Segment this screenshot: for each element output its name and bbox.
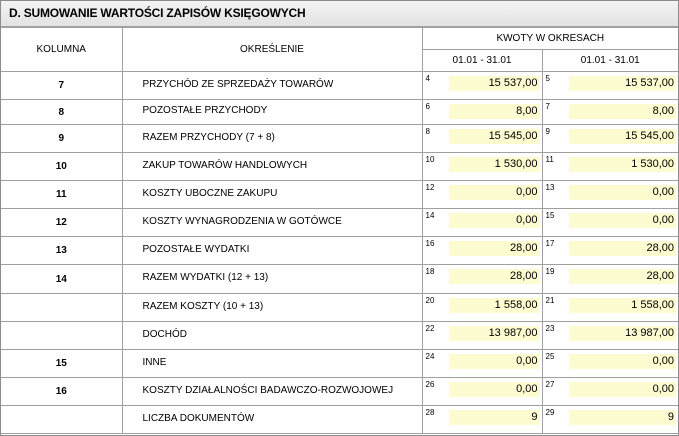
field-number: 18 — [425, 267, 435, 276]
column-header-kwoty: KWOTY W OKRESACH — [422, 28, 678, 50]
amount-field[interactable]: 0,00 — [569, 382, 677, 397]
value-cell-period-1 — [422, 100, 542, 125]
amount-field[interactable]: 0,00 — [449, 213, 540, 228]
value-cell-period-2 — [542, 209, 678, 237]
amount-field[interactable]: 8,00 — [569, 104, 677, 119]
row-column-number: 9 — [1, 125, 122, 153]
value-cell-period-1 — [422, 406, 542, 434]
amount-field[interactable]: 15 537,00 — [569, 76, 677, 91]
table-row — [1, 265, 678, 294]
period-header-2: 01.01 - 31.01 — [542, 50, 678, 72]
row-column-number — [1, 406, 122, 434]
field-number: 11 — [545, 155, 554, 164]
value-cell-period-1 — [422, 209, 542, 237]
table-row — [1, 100, 678, 125]
field-number: 16 — [425, 239, 435, 248]
value-cell-period-2 — [542, 406, 678, 434]
field-number: 28 — [425, 408, 435, 417]
row-column-number: 10 — [1, 153, 122, 181]
field-number: 25 — [545, 352, 555, 361]
amount-field[interactable]: 8,00 — [449, 104, 540, 119]
value-cell-period-1 — [422, 294, 542, 322]
amount-field[interactable]: 0,00 — [449, 382, 540, 397]
row-column-number: 13 — [1, 237, 122, 265]
field-number: 19 — [545, 267, 555, 276]
value-cell-period-1 — [422, 322, 542, 350]
period-header-1: 01.01 - 31.01 — [422, 50, 542, 72]
value-cell-period-1 — [422, 378, 542, 406]
value-cell-period-1 — [422, 125, 542, 153]
field-number: 10 — [425, 155, 435, 164]
field-number: 6 — [425, 102, 430, 111]
field-number: 29 — [545, 408, 555, 417]
field-number: 14 — [425, 211, 435, 220]
field-number: 26 — [425, 380, 435, 389]
amount-field[interactable]: 1 530,00 — [569, 157, 677, 172]
amount-field[interactable]: 13 987,00 — [569, 326, 677, 341]
value-cell-period-2 — [542, 294, 678, 322]
column-header-okreslenie: OKREŚLENIE — [122, 28, 422, 72]
field-number: 27 — [545, 380, 555, 389]
amount-field[interactable]: 28,00 — [569, 241, 677, 256]
amount-field[interactable]: 9 — [449, 410, 540, 425]
row-column-number: 11 — [1, 181, 122, 209]
amount-field[interactable]: 9 — [569, 410, 677, 425]
value-cell-period-2 — [542, 100, 678, 125]
field-number: 8 — [425, 127, 430, 136]
row-column-number: 8 — [1, 100, 122, 125]
field-number: 9 — [545, 127, 550, 136]
row-description: DOCHÓD — [122, 322, 422, 350]
amount-field[interactable]: 0,00 — [569, 213, 677, 228]
section-title: D. SUMOWANIE WARTOŚCI ZAPISÓW KSIĘGOWYCH — [9, 6, 306, 20]
table-row — [1, 72, 678, 100]
field-number: 17 — [545, 239, 555, 248]
table-row — [1, 209, 678, 237]
value-cell-period-2 — [542, 237, 678, 265]
summary-table — [1, 27, 678, 434]
value-cell-period-1 — [422, 153, 542, 181]
row-column-number — [1, 322, 122, 350]
amount-field[interactable]: 28,00 — [449, 269, 540, 284]
row-description: KOSZTY UBOCZNE ZAKUPU — [122, 181, 422, 209]
table-row — [1, 406, 678, 434]
amount-field[interactable]: 1 530,00 — [449, 157, 540, 172]
amount-field[interactable]: 15 537,00 — [449, 76, 540, 91]
row-description: RAZEM KOSZTY (10 + 13) — [122, 294, 422, 322]
value-cell-period-1 — [422, 265, 542, 294]
row-description: ZAKUP TOWARÓW HANDLOWYCH — [122, 153, 422, 181]
value-cell-period-1 — [422, 72, 542, 100]
row-column-number — [1, 294, 122, 322]
table-row — [1, 350, 678, 378]
value-cell-period-1 — [422, 181, 542, 209]
table-row — [1, 322, 678, 350]
row-description: PRZYCHÓD ZE SPRZEDAŻY TOWARÓW — [122, 72, 422, 100]
amount-field[interactable]: 15 545,00 — [449, 129, 540, 144]
table-row — [1, 378, 678, 406]
field-number: 15 — [545, 211, 555, 220]
field-number: 24 — [425, 352, 435, 361]
value-cell-period-2 — [542, 125, 678, 153]
row-description: KOSZTY DZIAŁALNOŚCI BADAWCZO-ROZWOJOWEJ — [122, 378, 422, 406]
column-header-kolumna: KOLUMNA — [1, 28, 122, 72]
row-description: POZOSTAŁE PRZYCHODY — [122, 100, 422, 125]
amount-field[interactable]: 0,00 — [449, 185, 540, 200]
value-cell-period-1 — [422, 350, 542, 378]
row-description: LICZBA DOKUMENTÓW — [122, 406, 422, 434]
row-description: RAZEM PRZYCHODY (7 + 8) — [122, 125, 422, 153]
row-column-number: 15 — [1, 350, 122, 378]
row-description: POZOSTAŁE WYDATKI — [122, 237, 422, 265]
field-number: 21 — [545, 296, 555, 305]
header-row-top — [1, 28, 678, 50]
table-row — [1, 153, 678, 181]
row-description: INNE — [122, 350, 422, 378]
row-description: KOSZTY WYNAGRODZENIA W GOTÓWCE — [122, 209, 422, 237]
field-number: 5 — [545, 74, 550, 83]
amount-field[interactable]: 0,00 — [569, 185, 677, 200]
value-cell-period-2 — [542, 322, 678, 350]
row-column-number: 12 — [1, 209, 122, 237]
row-column-number: 14 — [1, 265, 122, 294]
field-number: 20 — [425, 296, 435, 305]
table-row — [1, 125, 678, 153]
field-number: 23 — [545, 324, 555, 333]
section-title-bar — [1, 1, 678, 27]
amount-field[interactable]: 1 558,00 — [569, 298, 677, 313]
amount-field[interactable]: 1 558,00 — [449, 298, 540, 313]
value-cell-period-2 — [542, 265, 678, 294]
field-number: 22 — [425, 324, 435, 333]
value-cell-period-2 — [542, 181, 678, 209]
amount-field[interactable]: 15 545,00 — [569, 129, 677, 144]
amount-field[interactable]: 13 987,00 — [449, 326, 540, 341]
amount-field[interactable]: 28,00 — [569, 269, 677, 284]
value-cell-period-1 — [422, 237, 542, 265]
table-row — [1, 237, 678, 265]
value-cell-period-2 — [542, 378, 678, 406]
value-cell-period-2 — [542, 72, 678, 100]
field-number: 7 — [545, 102, 550, 111]
table-row — [1, 294, 678, 322]
row-column-number: 7 — [1, 72, 122, 100]
field-number: 4 — [425, 74, 430, 83]
row-column-number: 16 — [1, 378, 122, 406]
row-description: RAZEM WYDATKI (12 + 13) — [122, 265, 422, 294]
value-cell-period-2 — [542, 153, 678, 181]
value-cell-period-2 — [542, 350, 678, 378]
amount-field[interactable]: 0,00 — [569, 354, 677, 369]
table-row — [1, 181, 678, 209]
amount-field[interactable]: 0,00 — [449, 354, 540, 369]
amount-field[interactable]: 28,00 — [449, 241, 540, 256]
field-number: 12 — [425, 183, 435, 192]
field-number: 13 — [545, 183, 555, 192]
